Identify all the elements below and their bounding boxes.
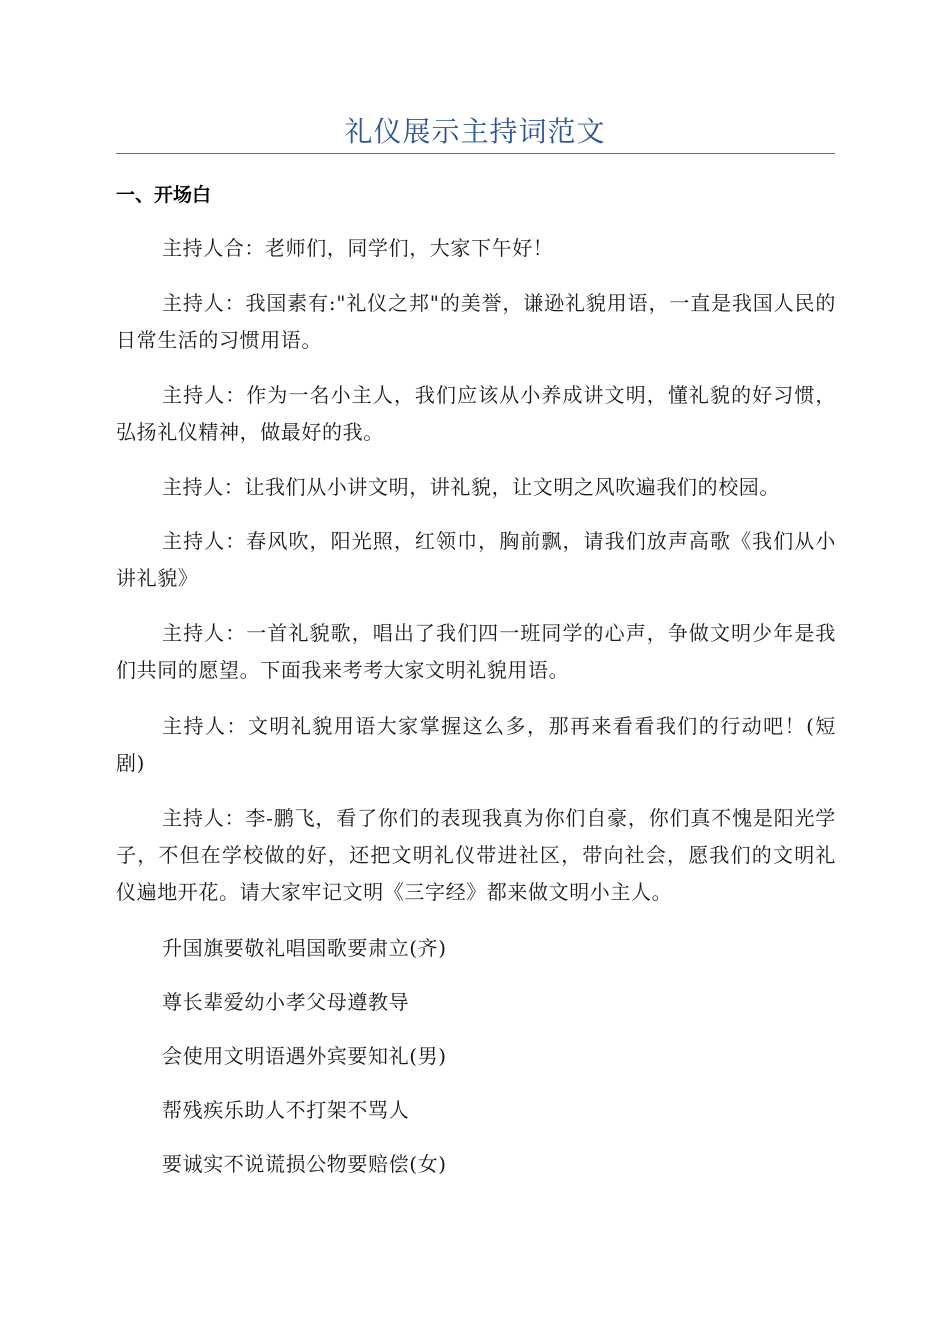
verse-line: 升国旗要敬礼唱国歌要肃立(齐) <box>162 936 447 960</box>
verse-line: 会使用文明语遇外宾要知礼(男) <box>162 1044 447 1068</box>
paragraph: 主持人：一首礼貌歌，唱出了我们四一班同学的心声，争做文明少年是我们共同的愿望。下面我来考考大家文明礼貌用语。 <box>116 621 836 682</box>
paragraph: 主持人：文明礼貌用语大家掌握这么多，那再来看看我们的行动吧！(短剧) <box>116 714 836 775</box>
section-heading: 一、开场白 <box>116 184 212 206</box>
document-title: 礼仪展示主持词范文 <box>344 115 606 148</box>
verse-line: 帮残疾乐助人不打架不骂人 <box>162 1098 410 1122</box>
verse-line: 尊长辈爱幼小孝父母遵教导 <box>162 990 410 1014</box>
paragraph: 主持人合：老师们，同学们，大家下午好！ <box>162 236 554 260</box>
title-underline <box>116 153 835 154</box>
paragraph: 主持人：让我们从小讲文明，讲礼貌，让文明之风吹遍我们的校园。 <box>162 475 780 499</box>
paragraph: 主持人：李-鹏飞，看了你们的表现我真为你们自豪，你们真不愧是阳光学子，不但在学校做的好，还把文明礼仪带进社区，带向社会，愿我们的文明礼仪遍地开花。请大家牢记文明《三字经》都来做文明小主人。 <box>116 806 836 904</box>
paragraph: 主持人：春风吹，阳光照，红领巾，胸前飘，请我们放声高歌《我们从小讲礼貌》 <box>116 529 836 590</box>
verse-line: 要诚实不说谎损公物要赔偿(女) <box>162 1152 447 1176</box>
paragraph: 主持人：我国素有:"礼仪之邦"的美誉，谦逊礼貌用语，一直是我国人民的日常生活的习惯用语。 <box>116 291 836 352</box>
paragraph: 主持人：作为一名小主人，我们应该从小养成讲文明，懂礼貌的好习惯，弘扬礼仪精神，做最好的我。 <box>116 383 836 444</box>
